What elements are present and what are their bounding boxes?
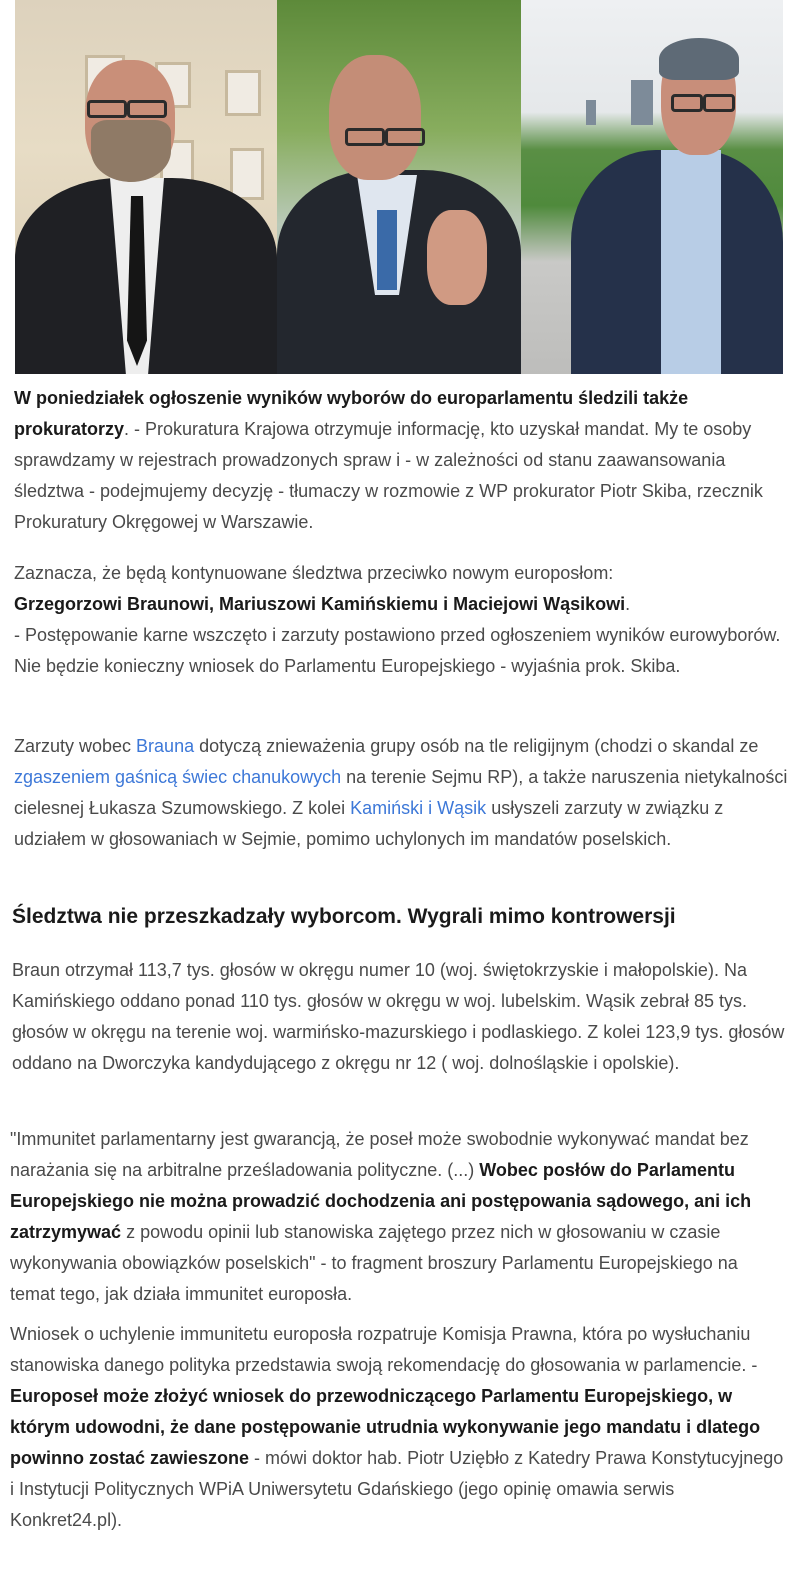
section-heading: Śledztwa nie przeszkadzały wyborcom. Wygrali mimo kontrowersji: [12, 905, 676, 928]
paragraph-3: [14, 731, 789, 855]
paragraph-2-quote: - Postępowanie karne wszczęto i zarzuty postawiono przed ogłoszeniem wyników eurowyborów. Nie będzie konieczny wniosek do Parlamentu Europejskiego - wyjaśnia prok. Skiba.: [14, 625, 781, 676]
paragraph-3-text-4: usłyszeli zarzuty w związku z udziałem w głosowaniach w Sejmie, pomimo uchylonych im mandatów poselskich.: [14, 798, 724, 849]
paragraph-6-text-2: - mówi doktor hab. Piotr Uziębło z Katedry Prawa Konstytucyjnego i Instytucji Politycznych WPiA Uniwersytetu Gdańskiego (jego opinię omawia serwis Konkret24.pl).: [10, 1448, 784, 1530]
paragraph-5: [10, 1124, 785, 1310]
paragraph-5-bold: Wobec posłów do Parlamentu Europejskiego nie można prowadzić dochodzenia ani postępowania sądowego, ani ich zatrzymywać: [10, 1160, 752, 1242]
photo-panel-kaminski: [277, 0, 521, 374]
link-braun[interactable]: Brauna: [136, 736, 195, 756]
paragraph-6-bold: Europoseł może złożyć wniosek do przewodniczącego Parlamentu Europejskiego, w którym udowodni, że dane postępowanie utrudnia wykonywanie jego mandatu i dlatego powinno zostać zawieszone: [10, 1386, 761, 1468]
article-photo: [15, 0, 783, 374]
paragraph-5-text-1: "Immunitet parlamentarny jest gwarancją, że poseł może swobodnie wykonywać mandat bez narażania się na arbitralne prześladowania polityczne. (...): [10, 1129, 749, 1180]
link-hanukkah-candles[interactable]: zgaszeniem gaśnicą świec chanukowych: [14, 767, 342, 787]
paragraph-2: [14, 558, 789, 682]
paragraph-3-text-1: Zarzuty wobec: [14, 736, 137, 756]
paragraph-2-bold-names: Grzegorzowi Braunowi, Mariuszowi Kamińskiemu i Maciejowi Wąsikowi: [14, 594, 626, 614]
paragraph-2-intro: Zaznacza, że będą kontynuowane śledztwa przeciwko nowym europosłom:: [14, 563, 614, 583]
paragraph-1-bold: W poniedziałek ogłoszenie wyników wyborów do europarlamentu śledzili także prokuratorzy: [14, 388, 689, 439]
paragraph-1-text: . - Prokuratura Krajowa otrzymuje informację, kto uzyskał mandat. My te osoby sprawdzamy w rejestrach prowadzonych spraw i - w zależności od stanu zaawansowania śledztwa - podejmujemy decyzję - tłumaczy w rozmowie z WP prokurator Piotr Skiba, rzecznik Prokuratury Okręgowej w Warszawie.: [14, 419, 763, 532]
paragraph-3-text-2: dotyczą znieważenia grupy osób na tle religijnym (chodzi o skandal ze: [194, 736, 759, 756]
paragraph-4-text: Braun otrzymał 113,7 tys. głosów w okręgu numer 10 (woj. świętokrzyskie i małopolskie). Na Kamińskiego oddano ponad 110 tys. głosów w okręgu w woj. lubelskim. Wąsik zebrał 85 tys. głosów w okręgu na terenie woj. warmińsko-mazurskiego i podlaskiego. Z kolei 123,9 tys. głosów oddano na Dworczyka kandydującego z okręgu nr 12 ( woj. dolnośląskie i opolskie).: [12, 960, 785, 1073]
paragraph-6: [10, 1319, 785, 1536]
paragraph-2-dot: .: [625, 594, 631, 614]
paragraph-6-text-1: Wniosek o uchylenie immunitetu europosła rozpatruje Komisja Prawna, która po wysłuchaniu stanowiska danego polityka przedstawia swoją rekomendację do głosowania w parlamencie. -: [10, 1324, 758, 1375]
photo-panel-wasik: [521, 0, 783, 374]
paragraph-1: [14, 383, 789, 538]
paragraph-3-text-3: na terenie Sejmu RP), a także naruszenia nietykalności cielesnej Łukasza Szumowskiego. Z kolei: [14, 767, 788, 818]
paragraph-4: [12, 955, 787, 1079]
photo-panel-braun: [15, 0, 277, 374]
link-kaminski-wasik[interactable]: Kamiński i Wąsik: [350, 798, 487, 818]
paragraph-5-text-2: z powodu opinii lub stanowiska zajętego przez nich w głosowaniu w czasie wykonywania obowiązków poselskich" - to fragment broszury Parlamentu Europejskiego na temat tego, jak działa immunitet europosła.: [10, 1222, 738, 1304]
